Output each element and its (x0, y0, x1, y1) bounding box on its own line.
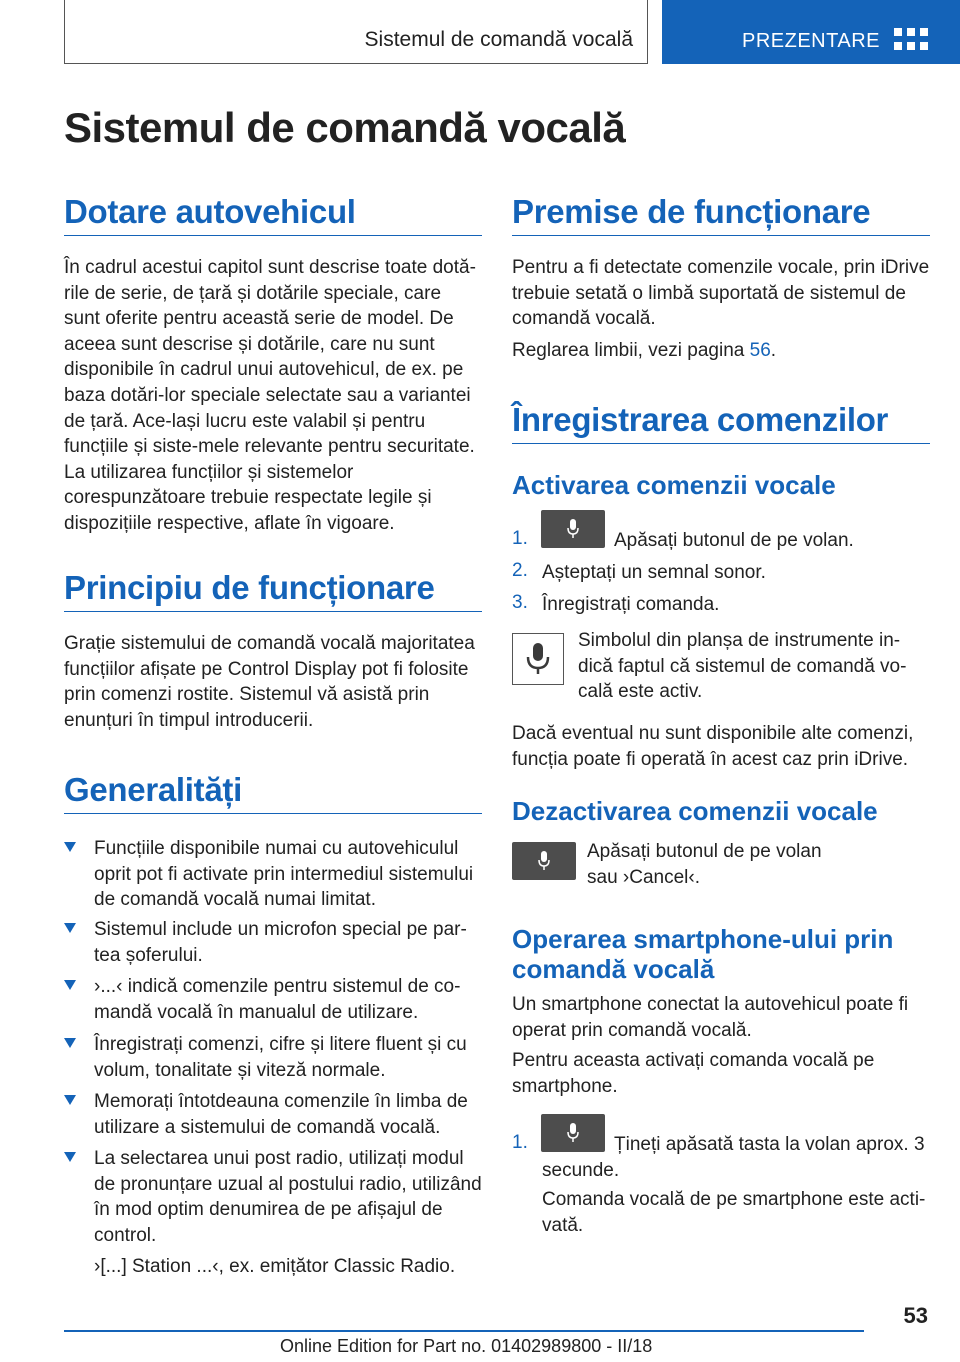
heading-prerequisites: Premise de funcționare (512, 193, 930, 236)
steering-mic-button (512, 842, 576, 880)
deactivate-text: Apăsați butonul de pe volan sau ›Cancel‹. (587, 841, 822, 888)
heading-deactivate: Dezactivarea comenzii vocale (512, 796, 878, 826)
footer-divider (64, 1330, 864, 1332)
step-number: 1. (512, 1132, 528, 1153)
step-number: 2. (512, 560, 528, 581)
station-example: ›[...] Station ...‹, ex. emițător Classic Radio. (94, 1256, 456, 1277)
step-text: Așteptați un semnal sonor. (542, 562, 766, 583)
microphone-icon (538, 851, 550, 871)
mic-symbol-note: Simbolul din planșa de instrumente in-dică faptul că sistemul de comandă vo-cală este activ. (578, 630, 907, 703)
step-number: 3. (512, 592, 528, 613)
bullet-triangle-icon (64, 842, 76, 852)
language-setting-text (512, 338, 930, 364)
smartphone-step-note: Comanda vocală de pe smartphone este acti-vată. (542, 1189, 926, 1236)
bullet-triangle-icon (64, 1095, 76, 1105)
footer-edition-text: Online Edition for Part no. 01402989800 - II/18 (280, 1336, 653, 1356)
step-text: Țineți apăsată tasta la volan aprox. 3 secunde. (542, 1134, 925, 1181)
step-text: Apăsați butonul de pe volan. (614, 530, 854, 551)
bullet-text: Funcțiile disponibile numai cu autovehiculul oprit pot fi activate prin intermediul sistemului de comandă vocală numai limitat. (94, 838, 474, 911)
grid-menu-icon (894, 28, 928, 52)
bullet-text: ›...‹ indică comenzile pentru sistemul de co-mandă vocală în manualul de utilizare. (94, 976, 461, 1023)
page-number: 53 (903, 1303, 928, 1328)
heading-smartphone: Operarea smartphone-ului prin comandă vocală (512, 924, 894, 984)
heading-equipment: Dotare autovehicul (64, 193, 482, 236)
bullet-triangle-icon (64, 1038, 76, 1048)
microphone-icon (567, 519, 579, 539)
bullet-text: Înregistrați comenzi, cifre și litere fluent și cu volum, tonalitate și viteză normale. (94, 1034, 467, 1081)
bullet-triangle-icon (64, 980, 76, 990)
prerequisites-text: Pentru a fi detectate comenzile vocale, prin iDrive trebuie setată o limbă suportată de sistemul de comandă vocală. (512, 257, 930, 330)
bullet-text: La selectarea unui post radio, utilizați modul de pronunțare uzual al postului radio, utilizând în mod optim denumirea de pe afișajul de control. (94, 1148, 482, 1246)
language-setting-suffix: . (770, 340, 777, 361)
steering-mic-button (541, 510, 605, 548)
bullet-triangle-icon (64, 1152, 76, 1162)
heading-record-commands: Înregistrarea comenzilor (512, 401, 930, 444)
bullet-text: Memorați întotdeauna comenzile în limba de utilizare a sistemului de comandă vocală. (94, 1091, 468, 1138)
smartphone-activate-text: Pentru aceasta activați comanda vocală pe smartphone. (512, 1050, 875, 1097)
equipment-text: În cadrul acestui capitol sunt descrise toate dotă-rile de serie, de țară și dotările speciale, care sunt oferite pentru această serie de model. De aceea sunt descrise și dotările, care nu sunt disponibile în cadrul unui autovehicul, de ex. pe baza dotări-lor speciale selectate sau a variantei de țară. Ace-lași lucru este valabil și pentru funcțiile și siste-mele relevante pentru securitate. La utilizarea funcțiilor și sistemelor corespunzătoare trebuie respectate legile și dispozițiile respective, aflate în vigoare. (64, 257, 476, 534)
header-section-box (64, 0, 648, 64)
step-number: 1. (512, 528, 528, 549)
language-setting-prefix: Reglarea limbii, vezi pagina (512, 340, 750, 361)
heading-principle: Principiu de funcționare (64, 569, 482, 612)
step-text: Înregistrați comanda. (542, 594, 720, 615)
bullet-triangle-icon (64, 923, 76, 933)
page-link[interactable]: 56 (749, 340, 771, 361)
header-section-title: Sistemul de comandă vocală (364, 28, 633, 51)
fallback-text: Dacă eventual nu sunt disponibile alte comenzi, funcția poate fi operată în acest caz prin iDrive. (512, 723, 914, 770)
bullet-text: Sistemul include un microfon special pe par-tea șoferului. (94, 919, 467, 966)
header-tab[interactable] (662, 0, 960, 64)
microphone-icon (525, 643, 551, 675)
heading-general: Generalități (64, 771, 482, 814)
smartphone-text: Un smartphone conectat la autovehicul poate fi operat prin comandă vocală. (512, 994, 909, 1041)
principle-text: Grație sistemului de comandă vocală majoritatea funcțiilor afișate pe Control Display pot fi folosite prin comenzi rostite. Sistemul vă asistă prin enunțuri în timpul introducerii. (64, 633, 475, 731)
cluster-mic-symbol (512, 633, 564, 685)
page-title: Sistemul de comandă vocală (64, 104, 626, 151)
heading-activate: Activarea comenzii vocale (512, 470, 836, 500)
header-tab-label: PREZENTARE (742, 30, 880, 52)
